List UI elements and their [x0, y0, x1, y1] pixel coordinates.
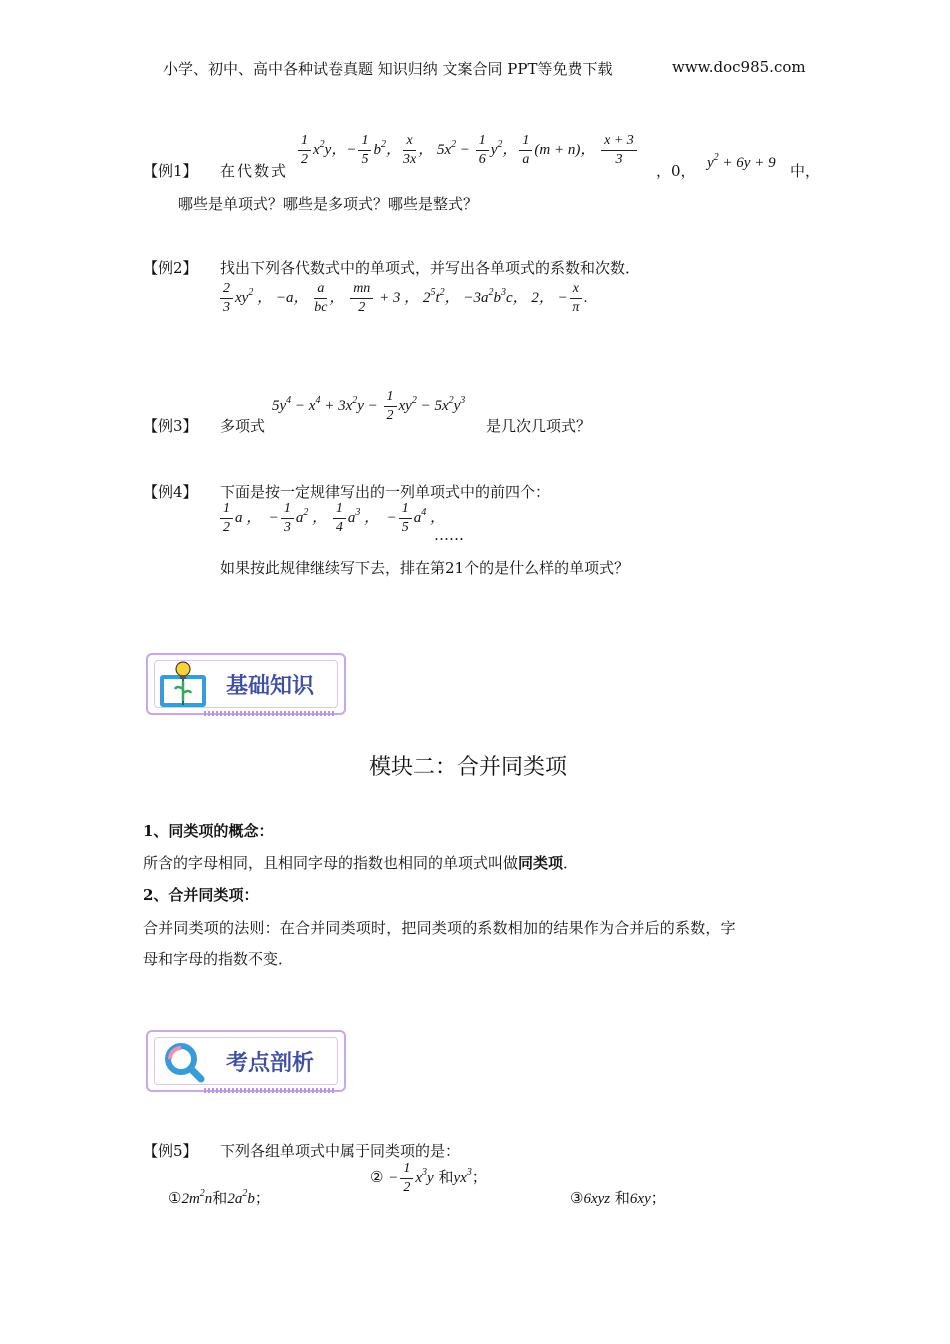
ex5-and-3: 和 — [614, 1189, 630, 1207]
ex1-tag: 【例1】 — [143, 162, 198, 180]
ex3-lead: 多项式 — [220, 417, 266, 435]
book-bulb-icon — [156, 659, 212, 713]
ex5-choice-3: ③6xyz 和6xy； — [570, 1189, 666, 1207]
exam-analysis-banner — [146, 1030, 346, 1092]
ex5-tag: 【例5】 — [143, 1142, 198, 1160]
banner1-dots — [204, 711, 334, 716]
banner2-title: 考点剖析 — [226, 1051, 315, 1076]
concept-p2-line1: 合并同类项的法则：在合并同类项时，把同类项的系数相加的结果作为合并后的系数，字 — [143, 919, 736, 937]
ex5-c3: ③ — [570, 1189, 584, 1207]
ex2-tag: 【例2】 — [143, 259, 198, 277]
ex4-ellipsis: …… — [434, 526, 464, 544]
ex3-tag: 【例3】 — [143, 417, 198, 435]
ex5-c2: ② — [370, 1167, 384, 1186]
header-text: 小学、初中、高中各种试卷真题 知识归纳 文案合同 PPT等免费下载 — [163, 60, 613, 78]
ex3-tail: 是几次几项式？ — [486, 417, 592, 435]
ex5-end-2: ； — [471, 1167, 487, 1186]
ex1-tail-end: 中， — [790, 162, 821, 180]
ex5-choice-2: ② − $\frac{1}{2}$ $x^3y$ 和$yx^3$； — [370, 1161, 487, 1195]
concept-p1-pre: 所含的字母相同，且相同字母的指数也相同的单项式叫做 — [143, 854, 519, 872]
ex2-text: 找出下列各代数式中的单项式，并写出各单项式的系数和次数． — [220, 259, 641, 277]
banner2-dots — [204, 1088, 334, 1093]
banner1-title: 基础知识 — [226, 674, 315, 699]
concept-p1-post: ． — [563, 854, 579, 872]
ex5-choice-1: $①2m^2n$和$2a^2b$； — [168, 1188, 270, 1207]
ex1-question: 哪些是单项式？哪些是多项式？哪些是整式？ — [178, 195, 479, 213]
ex5-end-1: ； — [254, 1189, 270, 1207]
ex1-expressions: $\frac{1}{2}$ $x^2y$，− $\frac{1}{5}$ $b^2$， $\frac{x}{3x}$ ， $5x^2$ − $\frac{1}{6}$ $y^2$， $\frac{1}{a}$ (m + n)， $\frac{x + 3}{3}$ — [296, 132, 639, 169]
ex4-tag: 【例4】 — [143, 483, 198, 501]
ex4-question: 如果按此规律继续写下去，排在第21个的是什么样的单项式？ — [220, 559, 630, 577]
ex1-tail-sep: ，0， — [656, 162, 696, 180]
ex5-and-1: 和 — [212, 1189, 228, 1207]
ex5-text: 下列各组单项式中属于同类项的是： — [220, 1142, 461, 1160]
header-url: www.doc985.com — [672, 58, 806, 76]
basic-knowledge-banner — [146, 653, 346, 715]
concept-heading-1: 1、同类项的概念： — [143, 822, 274, 840]
ex2-expressions: $\frac{2}{3}$ $xy^2$ ， −a， $\frac{a}{bc}$ ， $\frac{mn}{2}$ + 3 ， $2^5t^2$， $-3a^2b^3c$， 2， − $\frac{x}{\pi}$ . — [218, 280, 588, 317]
concept-heading-2: 2、合并同类项： — [143, 886, 259, 904]
ex5-end-3: ； — [650, 1189, 666, 1207]
ex5-and-2: 和 — [438, 1167, 454, 1186]
ex1-poly: $y^2 + 6y + 9$ — [707, 152, 776, 171]
concept-p1-bold: 同类项 — [518, 854, 564, 872]
concept-p2-line2: 母和字母的指数不变． — [143, 950, 294, 968]
ex1-lead: 在代数式 — [220, 162, 289, 180]
ex4-sequence: $\frac{1}{2}$ a ， − $\frac{1}{3}$ $a^2$ ， $\frac{1}{4}$ $a^3$ ， − $\frac{1}{5}$ $a^4$ ， — [218, 500, 445, 537]
module2-title: 模块二：合并同类项 — [369, 755, 568, 780]
ex3-polynomial: $5y^4 - x^4 + 3x^2y$ − $\frac{1}{2}$ $xy^2 - 5x^2y^3$ — [272, 389, 466, 423]
magnifier-icon — [162, 1040, 206, 1084]
concept-paragraph-1 — [143, 852, 578, 873]
ex4-text: 下面是按一定规律写出的一列单项式中的前四个： — [220, 483, 551, 501]
ex5-c1: ① — [168, 1189, 182, 1207]
